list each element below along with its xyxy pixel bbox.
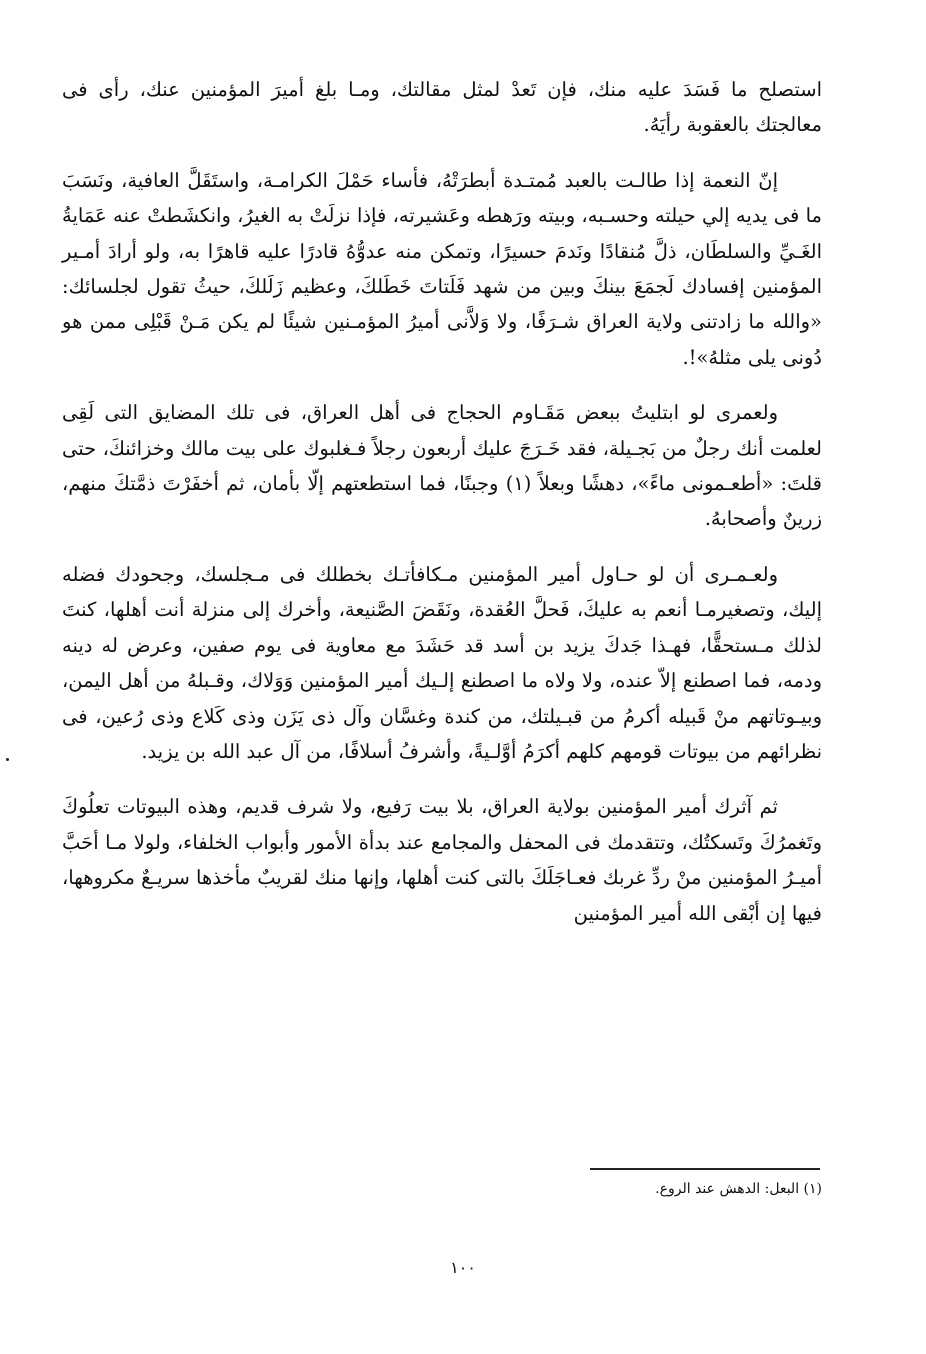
- page-number: ١٠٠: [450, 1258, 476, 1277]
- paragraph-5: ثم آثرك أمير المؤمنين بولاية العراق، بلا بيت رَفيع، ولا شرف قديم، وهذه البيوتات تعلُوكَ وتَغمرُكَ وتَسكتُك، وتتقدمك فى المحفل والمجامع عند بدأة الأمور وأبواب الخلفاء، ولولا مـا أحَبَّ أميـرُ المؤمنين منْ ردِّ غربك فعـاجَلَكَ بالتى كنت أهلها، وإنها منك لقريبٌ مأخذها سريـعٌ مكروهها، فيها إن أبْقى الله أمير المؤمنين: [62, 795, 822, 925]
- footnote-divider: [590, 1168, 820, 1170]
- footnote: (١) البعل: الدهش عند الروع.: [655, 1181, 822, 1197]
- margin-mark: [6, 758, 9, 761]
- document-page: [62, 72, 822, 951]
- paragraph-2: إنّ النعمة إذا طالـت بالعبد مُمتـدة أبطرَتْهُ، فأساء حَمْلَ الكرامـة، واستَقَلَّ العافية، ونَسَبَ ما فى يديه إلي حيلته وحسـبه، وبيته ورَهطه وعَشيرته، فإذا نزلَتْ به الغيرُ، وانكشَطتْ عنه عَمَايةُ الغَـيِّ والسلطَان، ذلَّ مُنقادًا ونَدمَ حسيرًا، وتمكن منه عدوُّهُ قادرًا عليه قاهرًا به، ولو أرادَ أمـير المؤمنين إفسادك لَجمَعَ بينكَ وبين من شهد فَلَتاتَ خَطَلكَ، وعظيم زَلَلكَ، حيثُ تقول لجلسائك: «والله ما زادتنى ولاية العراق شـرَفًا، ولا وَلاَّنى أميرُ المؤمـنين شيئًا لم يكن مَـنْ قَبْلِى ممن هو دُونى يلى مثلهُ»!.: [62, 168, 822, 369]
- paragraph-1: استصلح ما فَسَدَ عليه منك، فإن تَعدْ لمثل مقالتك، ومـا بلغ أميرَ المؤمنين عنك، رأى فى معالجتك بالعقوبة رأيَهُ.: [62, 78, 822, 137]
- paragraph-3: ولعمرى لو ابتليتُ ببعض مَقَـاوم الحجاج فى أهل العراق، فى تلك المضايق التى لَقِى لعلمت أنك رجلٌ من بَجـيلة، فقد خَـرَجَ عليك أربعون رجلاً فـغلبوك على بيت مالك وخزائنكَ، حتى قلتَ: «أطعـمونى ماءً»، دهشًا وبعلاً (١) وجبنًا، فما استطعتهم إلّا بأمان، ثم أخفَرْتَ ذمَّتكَ منهم، زرينٌ وأصحابهُ.: [62, 401, 822, 531]
- paragraph-4: ولعـمـرى أن لو حـاول أمير المؤمنين مـكافأتـك بخطلك فى مـجلسك، وجحودك فضله إليك، وتصغيرمـا أنعم به عليكَ، فَحلَّ العُقدة، ونَقَضَ الصَّنيعة، وأخرك إلى منزلة أنت أهلها، كنتَ لذلك مـستحقًّا، فهـذا جَدكَ يزيد بن أسد قد حَشَدَ مع معاوية فى يوم صفين، وعرض له دينه ودمه، فما اصطنع إلاّ عنده، ولا ولاه ما اصطنع إلـيك أمير المؤمنين وَوَلاك، وقـبلهُ من أهل اليمن، وبيـوتاتهم منْ قَبيله أكرمُ من قبـيلتك، من كندة وغسَّان وآل ذى يَزَن وذى كَلاع وذى رُعين، فى نظرائهم من بيوتات قومهم كلهم أكرَمُ أوَّلـيةً، وأشرفُ أسلافًا، من آل عبد الله بن يزيد.: [62, 562, 822, 763]
